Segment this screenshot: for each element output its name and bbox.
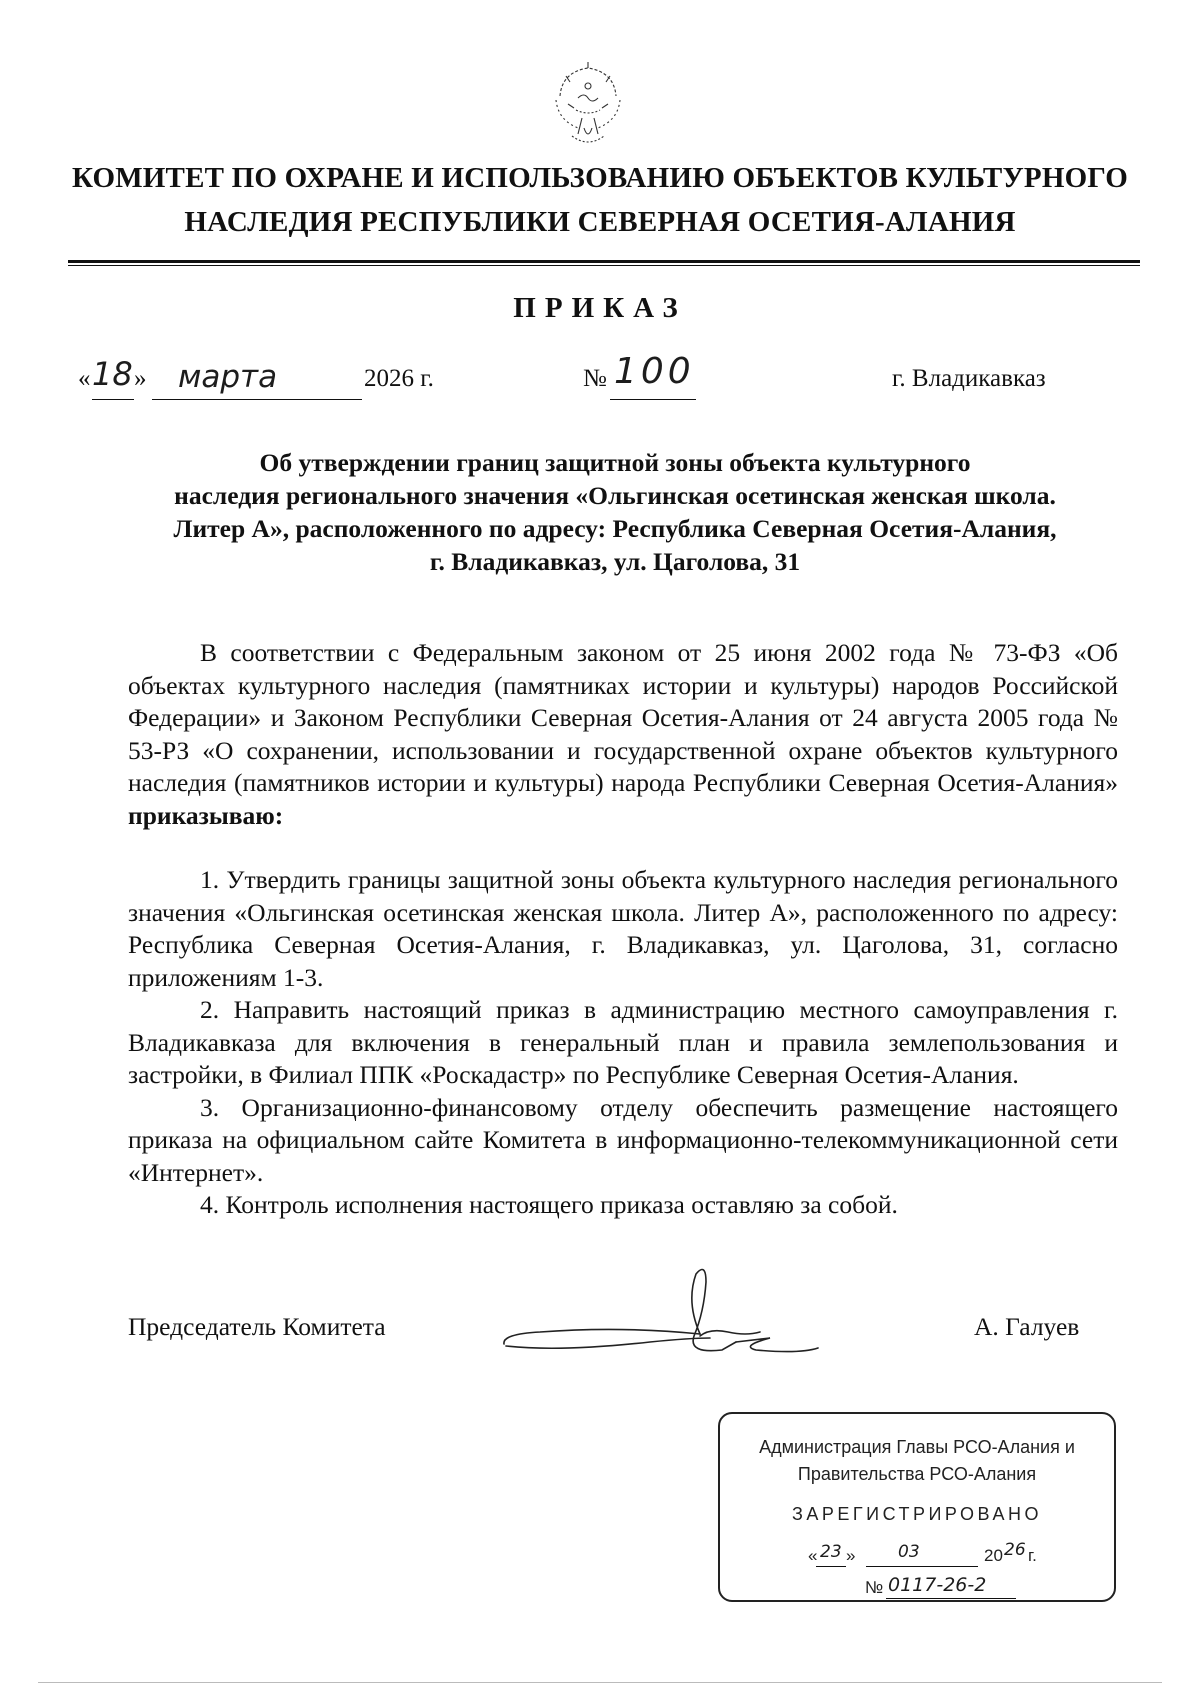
order-item-4: 4. Контроль исполнения настоящего приказа оставляю за собой. (200, 1190, 898, 1219)
stamp-date-open-quote: « (808, 1546, 818, 1565)
date-day-handwritten: 18 (92, 355, 133, 393)
stamp-date-month: 03 (898, 1542, 920, 1562)
stamp-date-year-prefix: 20 (984, 1546, 1003, 1565)
stamp-authority-line-2: Правительства РСО-Алания (797, 1464, 1037, 1484)
order-item-2: 2. Направить настоящий приказ в администрацию местного самоуправления г. Владикавказа для включения в генеральный план и правила землепользования и застройки, в Филиал ППК «Роскадастр» по Республике Северная Осетия-Алания. (128, 995, 1118, 1089)
date-number-line (0, 351, 1200, 405)
header-rule-thin (68, 265, 1140, 266)
document-type-title: ПРИКАЗ (513, 292, 687, 324)
stamp-date-day: 23 (820, 1542, 842, 1562)
date-open-quote: « (78, 365, 91, 392)
organization-name (60, 156, 1140, 244)
preamble-bold-verb: приказываю: (128, 800, 284, 830)
stamp-authority (720, 1434, 1114, 1488)
stamp-date-year-unit: г. (1028, 1546, 1037, 1565)
stamp-date-close-quote: » (846, 1546, 856, 1565)
stamp-number-underline (886, 1598, 1016, 1599)
organization-name-line-1: КОМИТЕТ ПО ОХРАНЕ И ИСПОЛЬЗОВАНИЮ ОБЪЕКТОВ КУЛЬТУРНОГО (71, 162, 1129, 194)
preamble-text: В соответствии с Федеральным законом от 25 июня 2002 года № 73-ФЗ «Об объектах культурного наследия (памятниках истории и культуры) народов Российской Федерации» и Законом Республики Северная Осетия-Алания от 24 августа 2005 года № 53-РЗ «О сохранении, использовании и государственной охране объектов культурного наследия (памятников истории и культуры) народа Республики Северная Осетия-Алания» (128, 638, 1118, 797)
date-close-quote: » (134, 365, 147, 392)
order-number-handwritten: 100 (614, 351, 695, 392)
order-number-underline (610, 399, 696, 400)
order-subject (120, 446, 1110, 578)
order-subject-line-1: Об утверждении границ защитной зоны объекта культурного (259, 448, 971, 477)
date-year: 2026 г. (364, 365, 434, 392)
order-item-1: 1. Утвердить границы защитной зоны объекта культурного наследия регионального значения «Ольгинская осетинская женская школа. Литер А», расположенного по адресу: Республика Северная Осетия-Алания, г. Владикавказ, ул. Цаголова, 31, согласно приложениям 1-3. (128, 865, 1118, 992)
order-item-3: 3. Организационно-финансовому отделу обеспечить размещение настоящего приказа на официальном сайте Комитета в информационно-телекоммуникационной сети «Интернет». (128, 1092, 1118, 1187)
date-day-underline (92, 399, 134, 400)
signatory-role: Председатель Комитета (128, 1312, 386, 1341)
order-subject-line-3: Литер А», расположенного по адресу: Республика Северная Осетия-Алания, (173, 514, 1057, 543)
order-body (128, 637, 1118, 1222)
order-subject-line-2: наследия регионального значения «Ольгинская осетинская женская школа. (174, 481, 1056, 510)
stamp-number-label: № (865, 1578, 884, 1597)
stamp-registered-label: ЗАРЕГИСТРИРОВАНО (792, 1504, 1042, 1524)
date-month-underline (152, 399, 362, 400)
signatory-name: А. Галуев (974, 1312, 1080, 1341)
date-month-handwritten: марта (178, 359, 278, 395)
page-bottom-edge (38, 1682, 1162, 1683)
stamp-month-underline (866, 1566, 978, 1567)
stamp-date-year-suffix: 26 (1004, 1540, 1026, 1560)
organization-name-line-2: НАСЛЕДИЯ РЕСПУБЛИКИ СЕВЕРНАЯ ОСЕТИЯ-АЛАНИЯ (184, 206, 1016, 238)
coat-of-arms-emblem (548, 58, 628, 150)
handwritten-signature (500, 1262, 820, 1362)
stamp-number-handwritten: 0117-26-2 (888, 1574, 987, 1596)
preamble-paragraph (128, 637, 1118, 832)
order-number-label: № (583, 365, 607, 392)
registration-stamp (718, 1412, 1116, 1602)
order-subject-line-4: г. Владикавказ, ул. Цаголова, 31 (429, 547, 801, 576)
city: г. Владикавказ (892, 365, 1046, 392)
stamp-day-underline (816, 1566, 846, 1567)
stamp-authority-line-1: Администрация Главы РСО-Алания и (759, 1437, 1075, 1457)
header-rule-thick (68, 260, 1140, 263)
